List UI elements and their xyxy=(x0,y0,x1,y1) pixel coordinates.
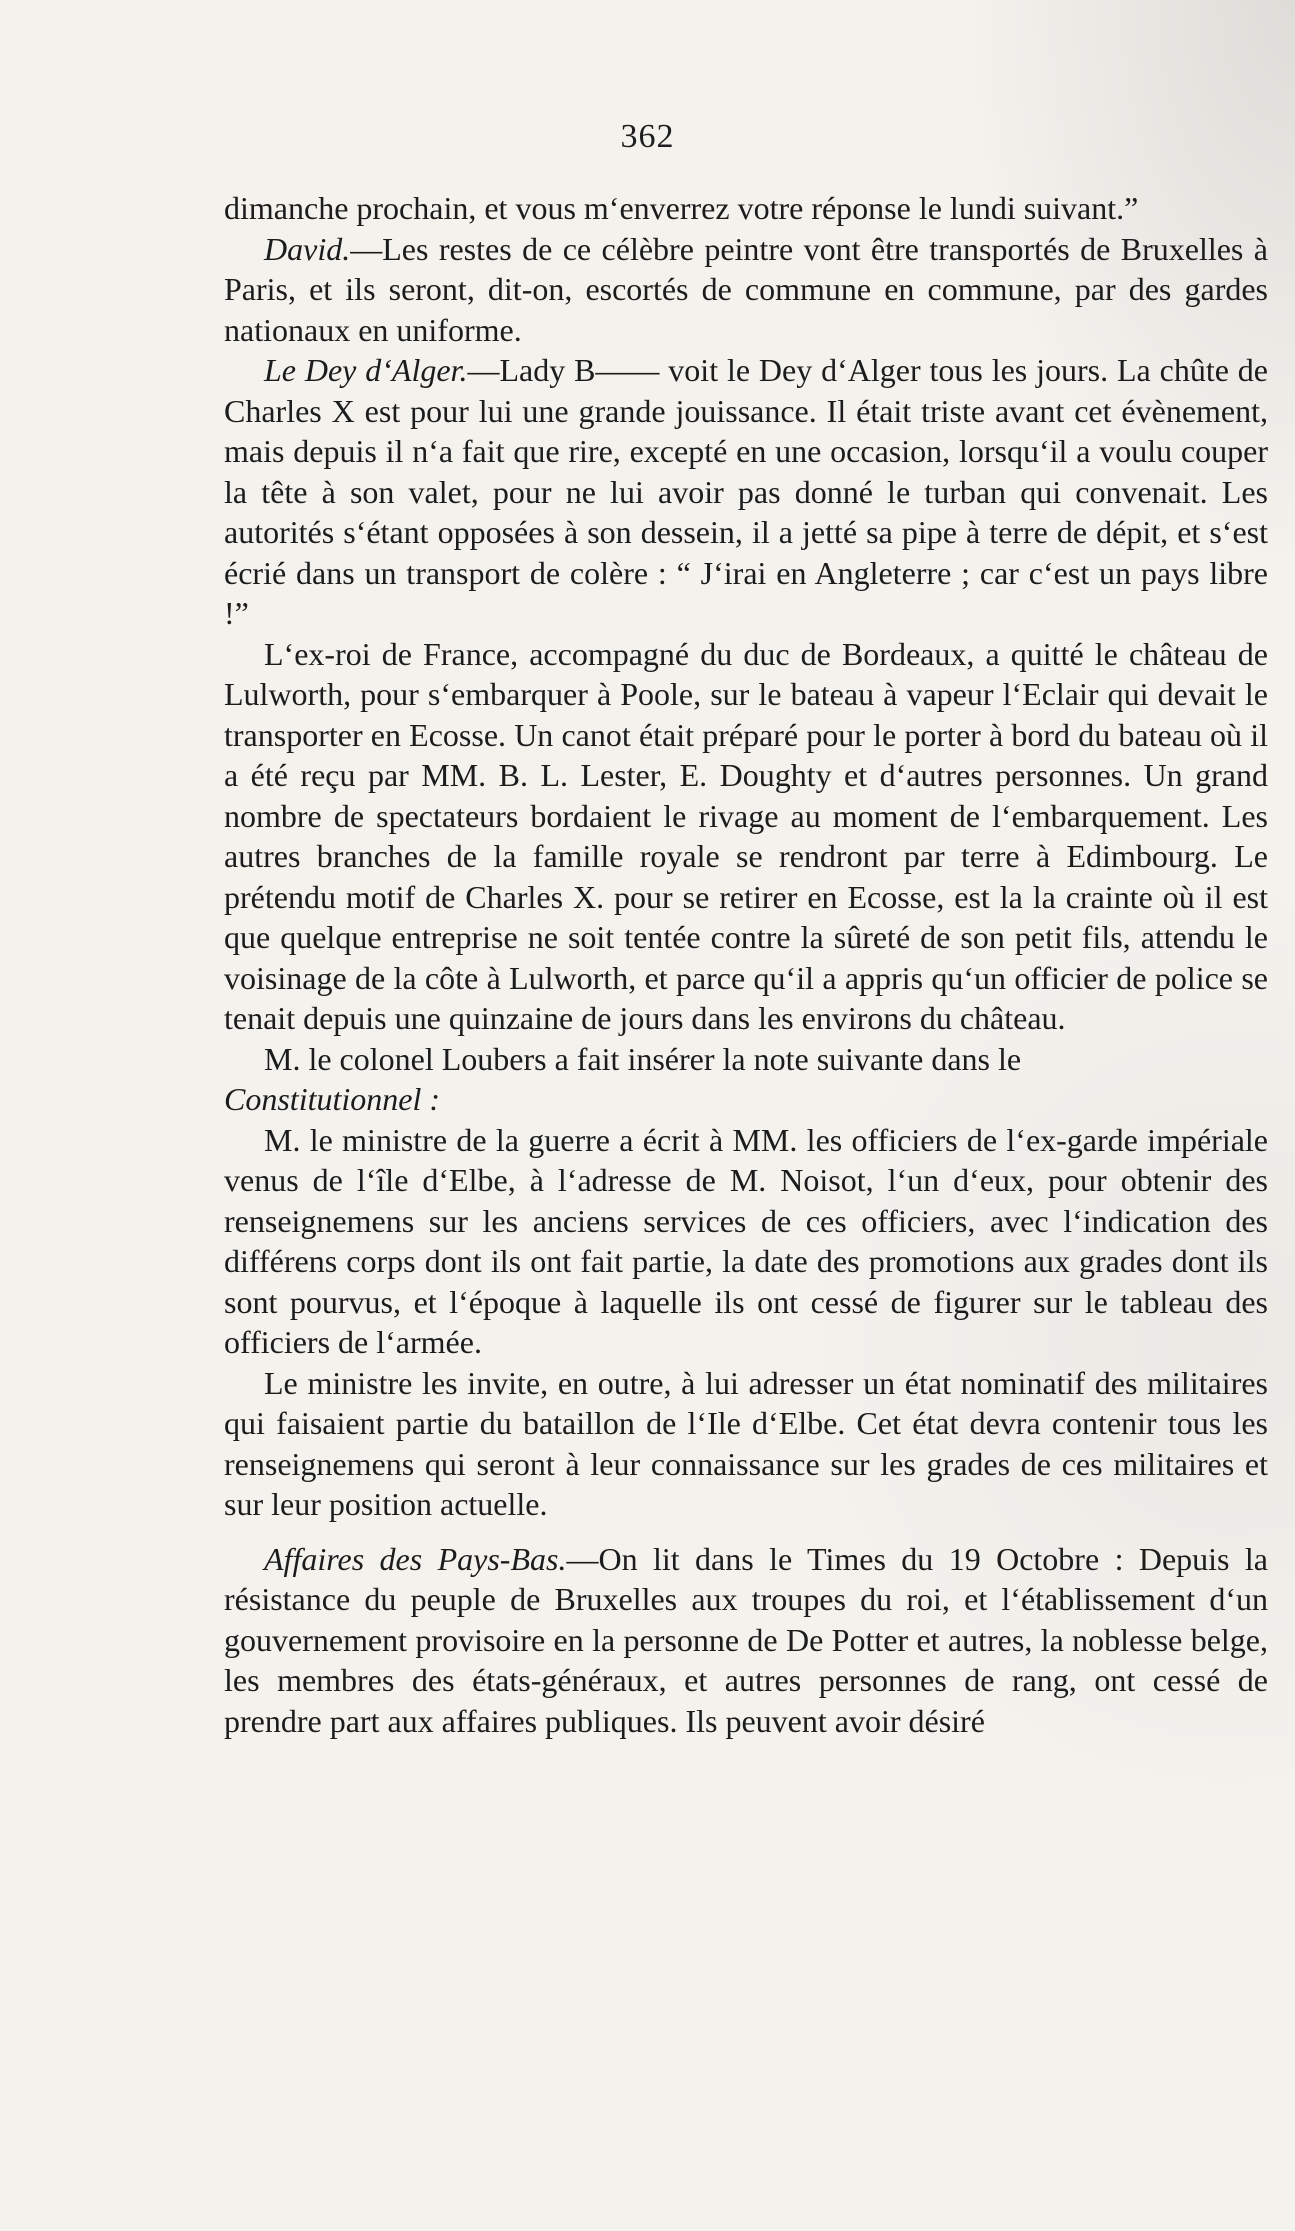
paragraph-6 xyxy=(224,1120,1268,1363)
paragraph-8-text: —On lit dans le Times du 19 Octobre : Depuis la résistance du peuple de Bruxelles aux troupes du roi, et l‘établissement d‘un gouvernement provisoire en la personne de De Potter et autres, la noblesse belge, les membres des états-généraux, et autres personnes de rang, ont cessé de prendre part aux affaires publiques. Ils peuvent avoir désiré xyxy=(224,1540,1269,1739)
paragraph-3 xyxy=(224,350,1268,634)
article-text xyxy=(224,188,1268,1741)
paragraph-7 xyxy=(224,1363,1268,1525)
paragraph-8-lead: Affaires des Pays-Bas. xyxy=(264,1540,567,1577)
paragraph-2 xyxy=(224,229,1268,351)
paragraph-3-text: —Lady B—— voit le Dey d‘Alger tous les jours. La chûte de Charles X est pour lui une grande jouissance. Il était triste avant cet évènement, mais depuis il n‘a fait que rire, excepté en une occasion, lorsqu‘il a voulu couper la tête à son valet, pour ne lui avoir pas donné le turban qui convenait. Les autorités s‘étant opposées à son dessein, il a jetté sa pipe à terre de dépit, et s‘est écrié dans un transport de colère : “ J‘irai en Angleterre ; car c‘est un pays libre !” xyxy=(224,352,1269,631)
paragraph-5 xyxy=(224,1039,1268,1120)
paragraph-3-lead: Le Dey d‘Alger. xyxy=(264,352,468,388)
page-number: 362 xyxy=(620,118,675,155)
paragraph-8 xyxy=(224,1539,1268,1742)
paragraph-2-lead: David. xyxy=(264,230,351,267)
paragraph-6-text: M. le ministre de la guerre a écrit à MM. les officiers de l‘ex-garde impériale venus de l‘île d‘Elbe, à l‘adresse de M. Noisot, l‘un d‘eux, pour obtenir des renseignemens sur les anciens services de ces officiers, avec l‘indication des différens corps dont ils ont fait partie, la date des promotions aux grades dont ils sont pourvus, et l‘époque à laquelle ils ont cessé de figurer sur le tableau des officiers de l‘armée. xyxy=(224,1121,1268,1360)
paragraph-4-text: L‘ex-roi de France, accompagné du duc de Bordeaux, a quitté le château de Lulworth, pour s‘embarquer à Poole, sur le bateau à vapeur l‘Eclair qui devait le transporter en Ecosse. Un canot était préparé pour le porter à bord du bateau où il a été reçu par MM. B. L. Lester, E. Doughty et d‘autres personnes. Un grand nombre de spectateurs bordaient le rivage au moment de l‘embarquement. Les autres branches de la famille royale se rendront par terre à Edimbourg. Le prétendu motif de Charles X. pour se retirer en Ecosse, est la la crainte où il est que quelque entreprise ne soit tentée contre la sûreté de son petit fils, attendu le voisinage de la côte à Lulworth, et parce qu‘il a appris qu‘un officier de police se tenait depuis une quinzaine de jours dans les environs du château. xyxy=(224,635,1268,1036)
paragraph-7-text: Le ministre les invite, en outre, à lui adresser un état nominatif des militaires qui faisaient partie du bataillon de l‘Ile d‘Elbe. Cet état devra contenir tous les renseignemens qui seront à leur connaissance sur les grades de ces militaires et sur leur position actuelle. xyxy=(224,1364,1268,1522)
paragraph-1 xyxy=(224,188,1268,229)
paragraph-5-tail: Constitutionnel : xyxy=(224,1081,440,1117)
paragraph-1-text: dimanche prochain, et vous m‘enverrez votre réponse le lundi suivant.” xyxy=(224,190,1139,226)
paragraph-4 xyxy=(224,634,1268,1039)
paragraph-2-text: —Les restes de ce célèbre peintre vont être transportés de Bruxelles à Paris, et ils seront, dit-on, escortés de commune en commune, par des gardes nationaux en uniforme. xyxy=(224,230,1268,348)
paragraph-5-text: M. le colonel Loubers a fait insérer la note suivante dans le xyxy=(264,1040,1022,1077)
